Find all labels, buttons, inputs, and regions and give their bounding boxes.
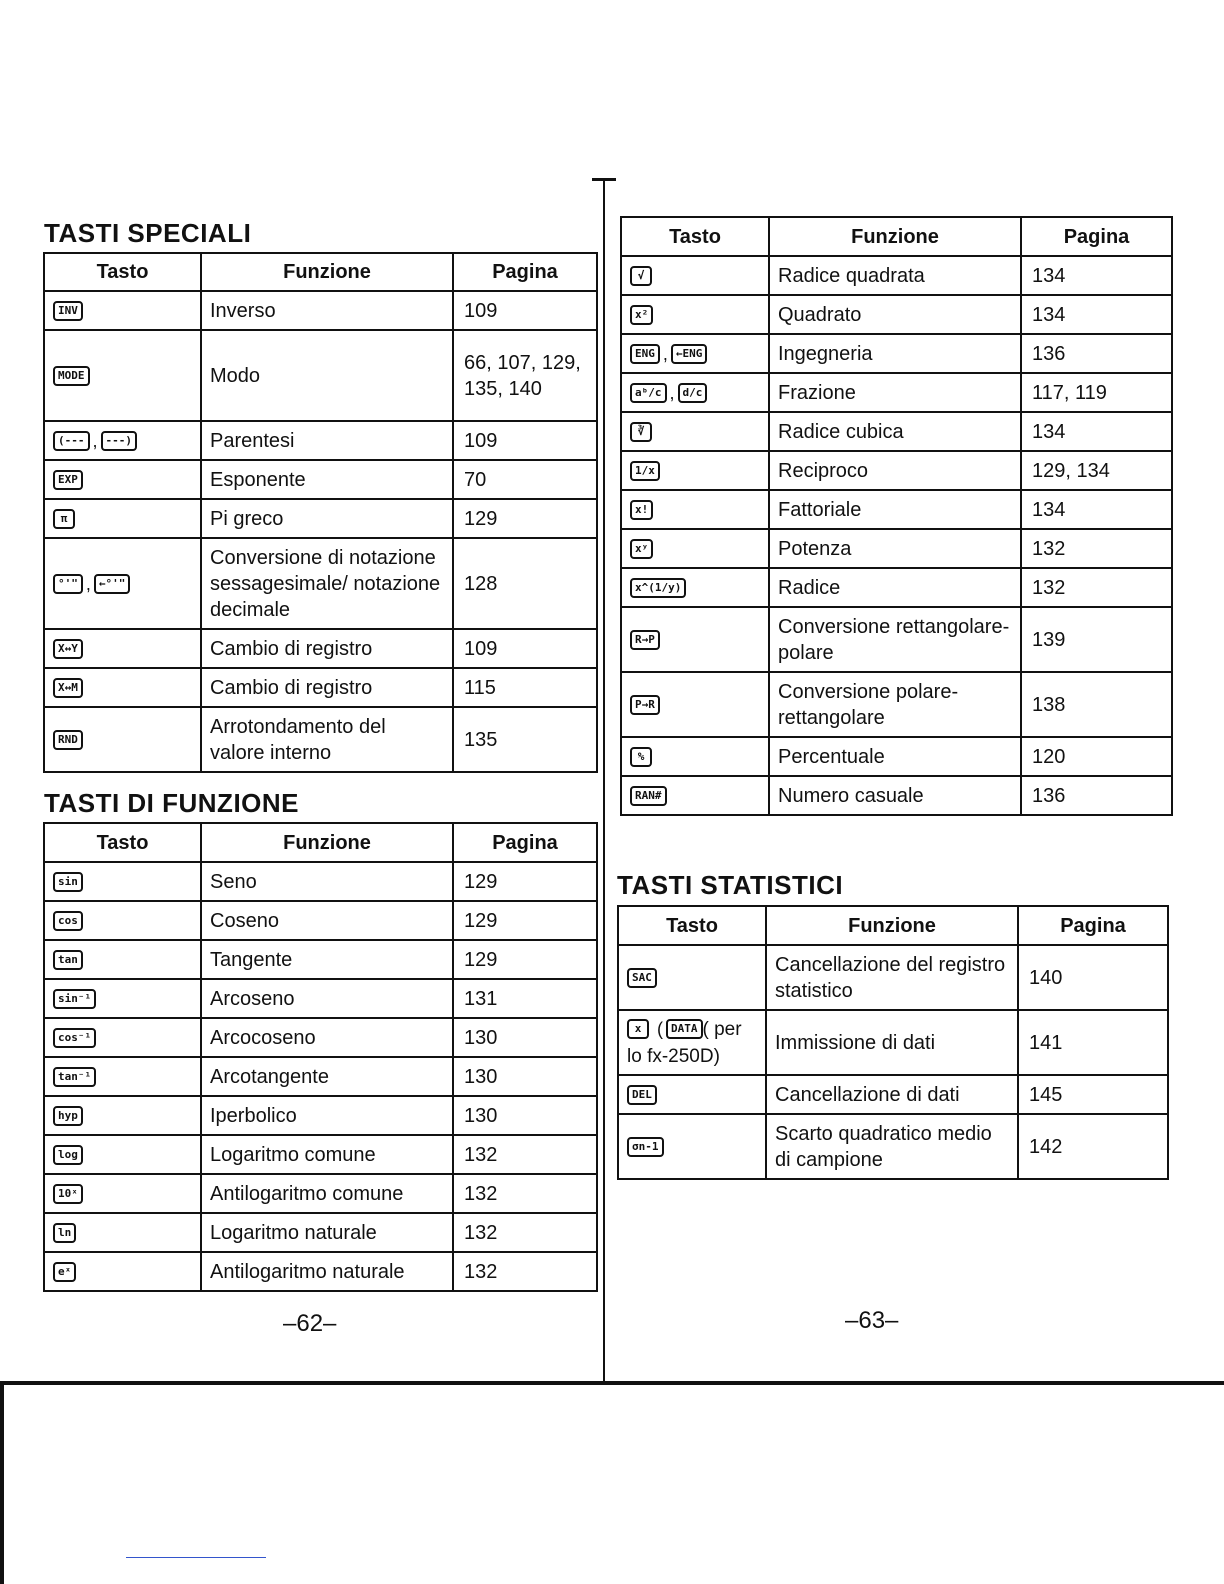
calculator-key-icon: ∛ [630, 422, 652, 442]
calculator-key-icon: ←ENG [671, 344, 708, 364]
page-cell: 142 [1018, 1114, 1168, 1179]
page-divider-horizontal [0, 1381, 1224, 1385]
page-cell: 115 [453, 668, 597, 707]
key-cell [621, 607, 769, 672]
function-cell: Antilogaritmo comune [201, 1174, 453, 1213]
table-row [618, 1010, 1168, 1075]
page-cell: 136 [1021, 776, 1172, 815]
function-cell: Pi greco [201, 499, 453, 538]
function-cell: Potenza [769, 529, 1021, 568]
table-row [44, 940, 597, 979]
function-cell: Inverso [201, 291, 453, 330]
calculator-key-icon: 1/x [630, 461, 660, 481]
page-cell: 132 [1021, 568, 1172, 607]
table-row [621, 373, 1172, 412]
table-row [621, 295, 1172, 334]
special-keys-title: TASTI SPECIALI [44, 218, 252, 248]
table-row [44, 707, 597, 772]
page-divider-vertical [603, 178, 605, 1383]
key-cell [44, 291, 201, 330]
calculator-key-icon: xʸ [630, 539, 653, 559]
page-cell: 129, 134 [1021, 451, 1172, 490]
calculator-key-icon: ←°'" [94, 574, 131, 594]
calculator-key-icon: x² [630, 305, 653, 325]
key-cell [621, 256, 769, 295]
page-cell: 130 [453, 1057, 597, 1096]
function-cell: Arcocoseno [201, 1018, 453, 1057]
table-row [44, 979, 597, 1018]
page-cell: 120 [1021, 737, 1172, 776]
calculator-key-icon: DEL [627, 1085, 657, 1105]
page-cell: 70 [453, 460, 597, 499]
page-cell: 117, 119 [1021, 373, 1172, 412]
function-cell: Modo [201, 330, 453, 421]
more-keys-table [620, 216, 1173, 816]
page-cell: 138 [1021, 672, 1172, 737]
calculator-key-icon: hyp [53, 1106, 83, 1126]
calculator-key-icon: % [630, 747, 652, 767]
table-row [44, 862, 597, 901]
key-separator: , [669, 382, 675, 403]
page-cell: 140 [1018, 945, 1168, 1010]
calculator-key-icon: cos⁻¹ [53, 1028, 96, 1048]
table-row [44, 460, 597, 499]
page-cell: 130 [453, 1018, 597, 1057]
function-cell: Arcoseno [201, 979, 453, 1018]
key-cell [44, 668, 201, 707]
page-cell: 132 [453, 1174, 597, 1213]
table-row [44, 421, 597, 460]
key-separator: ( [652, 1018, 663, 1039]
table-row [44, 291, 597, 330]
key-note: ( per lo fx-250D) [627, 1018, 742, 1067]
table-row [621, 451, 1172, 490]
calculator-key-icon: RAN# [630, 786, 667, 806]
header-page: Pagina [1018, 906, 1168, 945]
table-row [44, 538, 597, 629]
header-page: Pagina [1021, 217, 1172, 256]
table-row [44, 1213, 597, 1252]
function-cell: Radice quadrata [769, 256, 1021, 295]
page-cell: 132 [453, 1252, 597, 1291]
calculator-key-icon: X↔Y [53, 639, 83, 659]
function-cell: Conversione polare-rettangolare [769, 672, 1021, 737]
header-page: Pagina [453, 823, 597, 862]
table-row [44, 330, 597, 421]
calculator-key-icon: (--- [53, 431, 90, 451]
key-cell [44, 629, 201, 668]
key-cell [621, 451, 769, 490]
table-row [621, 529, 1172, 568]
page-cell: 134 [1021, 295, 1172, 334]
header-key: Tasto [621, 217, 769, 256]
table-row [44, 1135, 597, 1174]
function-cell: Logaritmo comune [201, 1135, 453, 1174]
table-row [621, 776, 1172, 815]
header-function: Funzione [201, 253, 453, 291]
table-row [621, 256, 1172, 295]
key-cell [621, 568, 769, 607]
table-row [621, 412, 1172, 451]
page-cell: 134 [1021, 256, 1172, 295]
calculator-key-icon: cos [53, 911, 83, 931]
function-cell: Iperbolico [201, 1096, 453, 1135]
key-cell [44, 940, 201, 979]
table-row [44, 629, 597, 668]
page-cell: 134 [1021, 412, 1172, 451]
function-keys-table [43, 822, 598, 1292]
key-cell [621, 373, 769, 412]
calculator-key-icon: sin [53, 872, 83, 892]
table-row [44, 1096, 597, 1135]
key-cell [44, 538, 201, 629]
key-cell [44, 499, 201, 538]
function-cell: Percentuale [769, 737, 1021, 776]
key-separator: , [85, 573, 91, 594]
calculator-key-icon: 10ˣ [53, 1184, 83, 1204]
function-cell: Seno [201, 862, 453, 901]
calculator-key-icon: RND [53, 730, 83, 750]
table-row [621, 334, 1172, 373]
calculator-key-icon: X↔M [53, 678, 83, 698]
page-cell: 136 [1021, 334, 1172, 373]
table-row [621, 672, 1172, 737]
key-cell [44, 979, 201, 1018]
table-row [44, 901, 597, 940]
function-cell: Logaritmo naturale [201, 1213, 453, 1252]
calculator-key-icon: ENG [630, 344, 660, 364]
table-row [621, 737, 1172, 776]
header-key: Tasto [618, 906, 766, 945]
key-cell [44, 330, 201, 421]
function-cell: Radice [769, 568, 1021, 607]
calculator-key-icon: °'" [53, 574, 83, 594]
table-row [44, 1252, 597, 1291]
key-cell [618, 1114, 766, 1179]
function-cell: Cambio di registro [201, 629, 453, 668]
table-row [44, 668, 597, 707]
calculator-key-icon: tan⁻¹ [53, 1067, 96, 1087]
table-row [621, 568, 1172, 607]
function-cell: Tangente [201, 940, 453, 979]
table-row [618, 1075, 1168, 1114]
calculator-key-icon: x^(1/y) [630, 578, 686, 598]
key-cell [618, 945, 766, 1010]
header-page: Pagina [453, 253, 597, 291]
key-cell [44, 1252, 201, 1291]
table-row [621, 607, 1172, 672]
page-cell: 132 [1021, 529, 1172, 568]
page-cell: 128 [453, 538, 597, 629]
page-cell: 134 [1021, 490, 1172, 529]
page-number-left: –62– [283, 1310, 337, 1337]
function-cell: Scarto quadratico medio di campione [766, 1114, 1018, 1179]
function-cell: Coseno [201, 901, 453, 940]
header-function: Funzione [201, 823, 453, 862]
function-cell: Arrotondamento del valore interno [201, 707, 453, 772]
function-cell: Immissione di dati [766, 1010, 1018, 1075]
calculator-key-icon: x! [630, 500, 653, 520]
page-cell: 139 [1021, 607, 1172, 672]
function-cell: Cancellazione del registro statistico [766, 945, 1018, 1010]
calculator-key-icon: R→P [630, 630, 660, 650]
key-cell [44, 707, 201, 772]
calculator-key-icon: sin⁻¹ [53, 989, 96, 1009]
page-cell: 129 [453, 940, 597, 979]
key-cell [44, 901, 201, 940]
header-function: Funzione [766, 906, 1018, 945]
calculator-key-icon: log [53, 1145, 83, 1165]
header-key: Tasto [44, 823, 201, 862]
page-cell: 132 [453, 1213, 597, 1252]
table-row [618, 1114, 1168, 1179]
calculator-key-icon: σn-1 [627, 1137, 664, 1157]
key-cell [621, 737, 769, 776]
function-cell: Conversione rettangolare-polare [769, 607, 1021, 672]
function-cell: Fattoriale [769, 490, 1021, 529]
table-row [44, 1018, 597, 1057]
page-cell: 109 [453, 421, 597, 460]
page-cell: 135 [453, 707, 597, 772]
key-cell [44, 862, 201, 901]
page-cell: 109 [453, 291, 597, 330]
page-cell: 109 [453, 629, 597, 668]
key-cell [44, 1057, 201, 1096]
key-cell [44, 421, 201, 460]
calculator-key-icon: EXP [53, 470, 83, 490]
calculator-key-icon: eˣ [53, 1262, 76, 1282]
table-row [621, 490, 1172, 529]
key-cell [44, 1213, 201, 1252]
page-cell: 141 [1018, 1010, 1168, 1075]
function-cell: Esponente [201, 460, 453, 499]
calculator-key-icon: π [53, 509, 75, 529]
key-cell [44, 1096, 201, 1135]
table-row [44, 1174, 597, 1213]
function-cell: Radice cubica [769, 412, 1021, 451]
stat-keys-title: TASTI STATISTICI [617, 870, 844, 900]
key-separator: , [662, 343, 668, 364]
key-cell [44, 1018, 201, 1057]
header-key: Tasto [44, 253, 201, 291]
calculator-key-icon: INV [53, 301, 83, 321]
function-cell: Cambio di registro [201, 668, 453, 707]
calculator-key-icon: x [627, 1019, 649, 1039]
page-cell: 132 [453, 1135, 597, 1174]
page-cell: 66, 107, 129, 135, 140 [453, 330, 597, 421]
key-cell [618, 1010, 766, 1075]
calculator-key-icon: tan [53, 950, 83, 970]
calculator-key-icon: aᵇ/c [630, 383, 667, 403]
special-keys-table [43, 252, 598, 773]
key-cell [621, 295, 769, 334]
page-cell: 129 [453, 862, 597, 901]
function-keys-title: TASTI DI FUNZIONE [44, 788, 300, 818]
calculator-key-icon: ---) [101, 431, 138, 451]
page-cell: 131 [453, 979, 597, 1018]
table-row [44, 1057, 597, 1096]
function-cell: Arcotangente [201, 1057, 453, 1096]
calculator-key-icon: MODE [53, 366, 90, 386]
key-cell [44, 1135, 201, 1174]
function-cell: Antilogaritmo naturale [201, 1252, 453, 1291]
key-cell [44, 460, 201, 499]
blue-line-mark [126, 1557, 266, 1558]
page-number-right: –63– [845, 1307, 899, 1334]
key-cell [621, 529, 769, 568]
function-cell: Ingegneria [769, 334, 1021, 373]
calculator-key-icon: ln [53, 1223, 76, 1243]
key-cell [621, 334, 769, 373]
page-cell: 145 [1018, 1075, 1168, 1114]
key-separator: , [92, 430, 98, 451]
table-row [44, 499, 597, 538]
calculator-key-icon: SAC [627, 968, 657, 988]
key-cell [621, 776, 769, 815]
function-cell: Reciproco [769, 451, 1021, 490]
table-row [618, 945, 1168, 1010]
key-cell [621, 412, 769, 451]
function-cell: Quadrato [769, 295, 1021, 334]
key-cell [621, 672, 769, 737]
key-cell [44, 1174, 201, 1213]
function-cell: Frazione [769, 373, 1021, 412]
key-cell [618, 1075, 766, 1114]
calculator-key-icon: d/c [678, 383, 708, 403]
calculator-key-icon: DATA [666, 1019, 703, 1039]
page-cell: 129 [453, 499, 597, 538]
function-cell: Parentesi [201, 421, 453, 460]
page-cell: 130 [453, 1096, 597, 1135]
header-function: Funzione [769, 217, 1021, 256]
calculator-key-icon: √ [630, 266, 652, 286]
function-cell: Cancellazione di dati [766, 1075, 1018, 1114]
left-edge-line [0, 1381, 4, 1584]
function-cell: Numero casuale [769, 776, 1021, 815]
stat-keys-table [617, 905, 1169, 1180]
calculator-key-icon: P→R [630, 695, 660, 715]
function-cell: Conversione di notazione sessagesimale/ notazione decimale [201, 538, 453, 629]
key-cell [621, 490, 769, 529]
page-cell: 129 [453, 901, 597, 940]
